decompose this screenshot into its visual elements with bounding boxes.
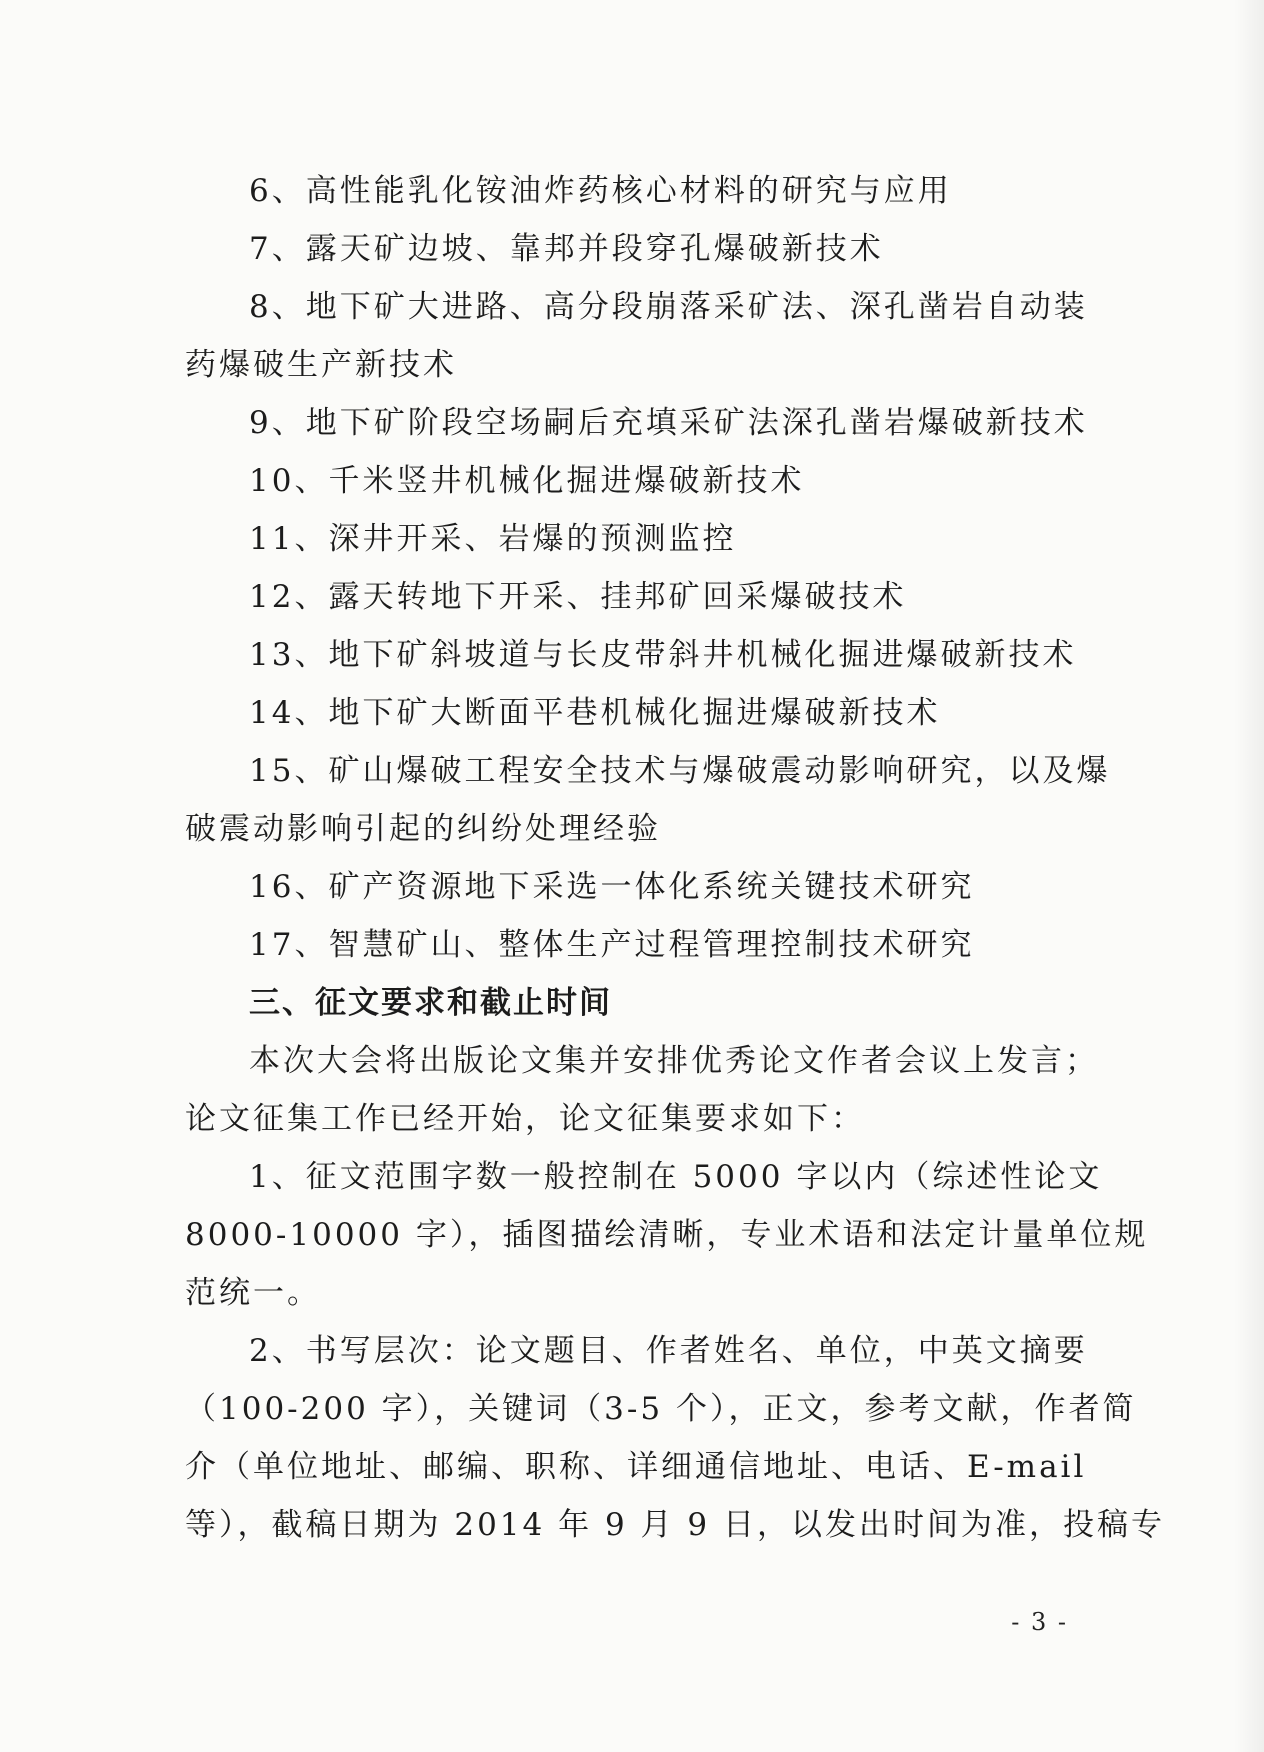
section-heading: 三、征文要求和截止时间 [249,985,612,1021]
list-item-7: 7、露天矿边坡、靠邦并段穿孔爆破新技术 [249,231,884,267]
requirement-2-line-3: 介（单位地址、邮编、职称、详细通信地址、电话、E-mail [185,1449,1087,1485]
page-number: - 3 - [1011,1608,1068,1636]
list-item-9: 9、地下矿阶段空场嗣后充填采矿法深孔凿岩爆破新技术 [249,405,1088,441]
requirement-1: 1、征文范围字数一般控制在 5000 字以内（综述性论文 [249,1159,1103,1195]
requirement-1-line-2: 8000-10000 字），插图描绘清晰，专业术语和法定计量单位规 [185,1217,1149,1253]
list-item-16: 16、矿产资源地下采选一体化系统关键技术研究 [249,869,975,905]
list-item-11: 11、深井开采、岩爆的预测监控 [249,521,737,557]
list-item-17: 17、智慧矿山、整体生产过程管理控制技术研究 [249,927,975,963]
list-item-6: 6、高性能乳化铵油炸药核心材料的研究与应用 [249,173,952,209]
list-item-15-continuation: 破震动影响引起的纠纷处理经验 [185,811,661,847]
requirement-2-line-4: 等），截稿日期为 2014 年 9 月 9 日，以发出时间为准，投稿专 [185,1507,1165,1543]
list-item-12: 12、露天转地下开采、挂邦矿回采爆破技术 [249,579,907,615]
requirement-1-line-3: 范统一。 [185,1275,321,1311]
list-item-10: 10、千米竖井机械化掘进爆破新技术 [249,463,805,499]
list-item-14: 14、地下矿大断面平巷机械化掘进爆破新技术 [249,695,941,731]
list-item-15: 15、矿山爆破工程安全技术与爆破震动影响研究，以及爆 [249,753,1111,789]
paragraph-intro-continuation: 论文征集工作已经开始，论文征集要求如下： [185,1101,865,1137]
list-item-13: 13、地下矿斜坡道与长皮带斜井机械化掘进爆破新技术 [249,637,1077,673]
document-body [185,162,1165,1554]
list-item-8: 8、地下矿大进路、高分段崩落采矿法、深孔凿岩自动装 [249,289,1088,325]
requirement-2-line-2: （100-200 字），关键词（3-5 个），正文，参考文献，作者简 [185,1391,1137,1427]
requirement-2: 2、书写层次：论文题目、作者姓名、单位，中英文摘要 [249,1333,1088,1369]
paragraph-intro: 本次大会将出版论文集并安排优秀论文作者会议上发言； [249,1043,1099,1079]
list-item-8-continuation: 药爆破生产新技术 [185,347,457,383]
